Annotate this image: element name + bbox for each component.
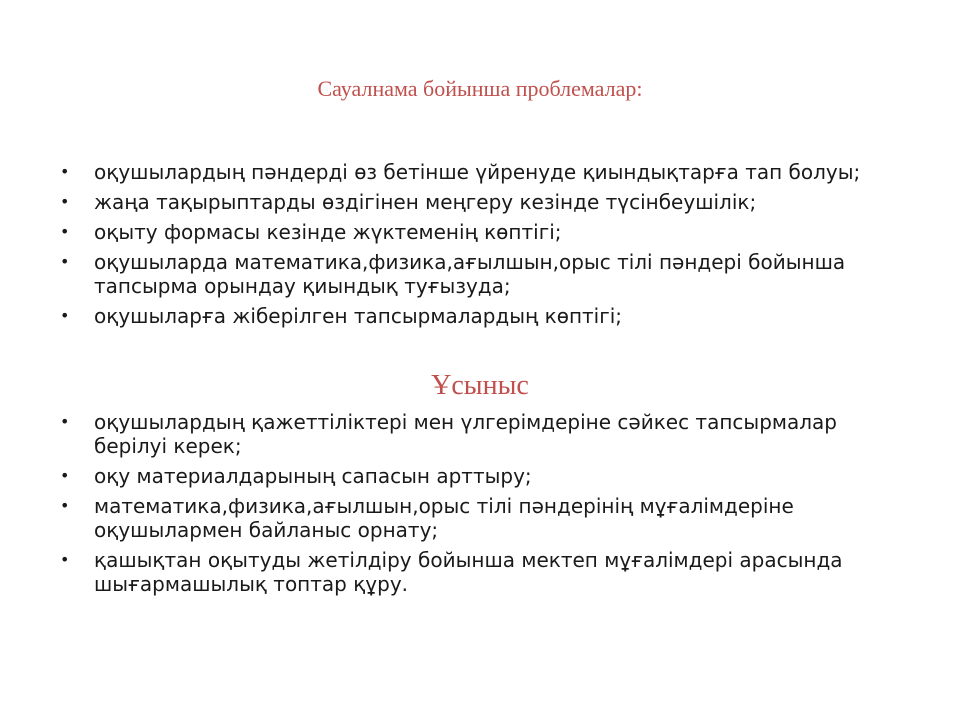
proposal-text: математика,физика,ағылшын,орыс тілі пәндерінің мұғалімдеріне оқушылармен байланыс орнату;	[94, 494, 794, 542]
proposal-text: оқушылардың қажеттіліктері мен үлгерімдеріне сәйкес тапсырмалар берілуі керек;	[94, 410, 837, 458]
problem-text: жаңа тақырыптарды өздігінен меңгеру кезінде түсінбеушілік;	[94, 190, 757, 214]
problem-item	[56, 250, 916, 298]
proposal-text: оқу материалдарының сапасын арттыру;	[94, 464, 532, 488]
bullet-icon: •	[60, 162, 70, 181]
problem-text: оқушыларға жіберілген тапсырмалардың көптігі;	[94, 304, 623, 328]
proposal-text: қашықтан оқытуды жетілдіру бойынша мектеп мұғалімдері арасында шығармашылық топтар құру.	[94, 548, 843, 596]
bullet-icon: •	[60, 192, 70, 211]
bullet-icon: •	[60, 466, 70, 485]
bullet-icon: •	[60, 412, 70, 431]
proposal-item	[56, 464, 916, 488]
bullet-icon: •	[60, 496, 70, 515]
proposal-item	[56, 410, 916, 458]
bullet-icon: •	[60, 550, 70, 569]
slide-title: Сауалнама бойынша проблемалар:	[317, 76, 643, 101]
problem-item	[56, 160, 916, 184]
problem-text: оқушыларда математика,физика,ағылшын,орыс тілі пәндері бойынша тапсырма орындау қиындық туғызуда;	[94, 250, 846, 298]
proposals-heading: Ұсыныс	[431, 370, 529, 401]
proposals-list	[56, 410, 916, 602]
bullet-icon: •	[60, 222, 70, 241]
proposal-item	[56, 548, 916, 596]
problem-text: оқушылардың пәндерді өз бетінше үйренуде қиындықтарға тап болуы;	[94, 160, 861, 184]
bullet-icon: •	[60, 252, 70, 271]
proposal-item	[56, 494, 916, 542]
problem-item	[56, 304, 916, 328]
problem-text: оқыту формасы кезінде жүктеменің көптігі;	[94, 220, 562, 244]
problem-item	[56, 220, 916, 244]
problems-list	[56, 160, 916, 334]
bullet-icon: •	[60, 306, 70, 325]
problem-item	[56, 190, 916, 214]
